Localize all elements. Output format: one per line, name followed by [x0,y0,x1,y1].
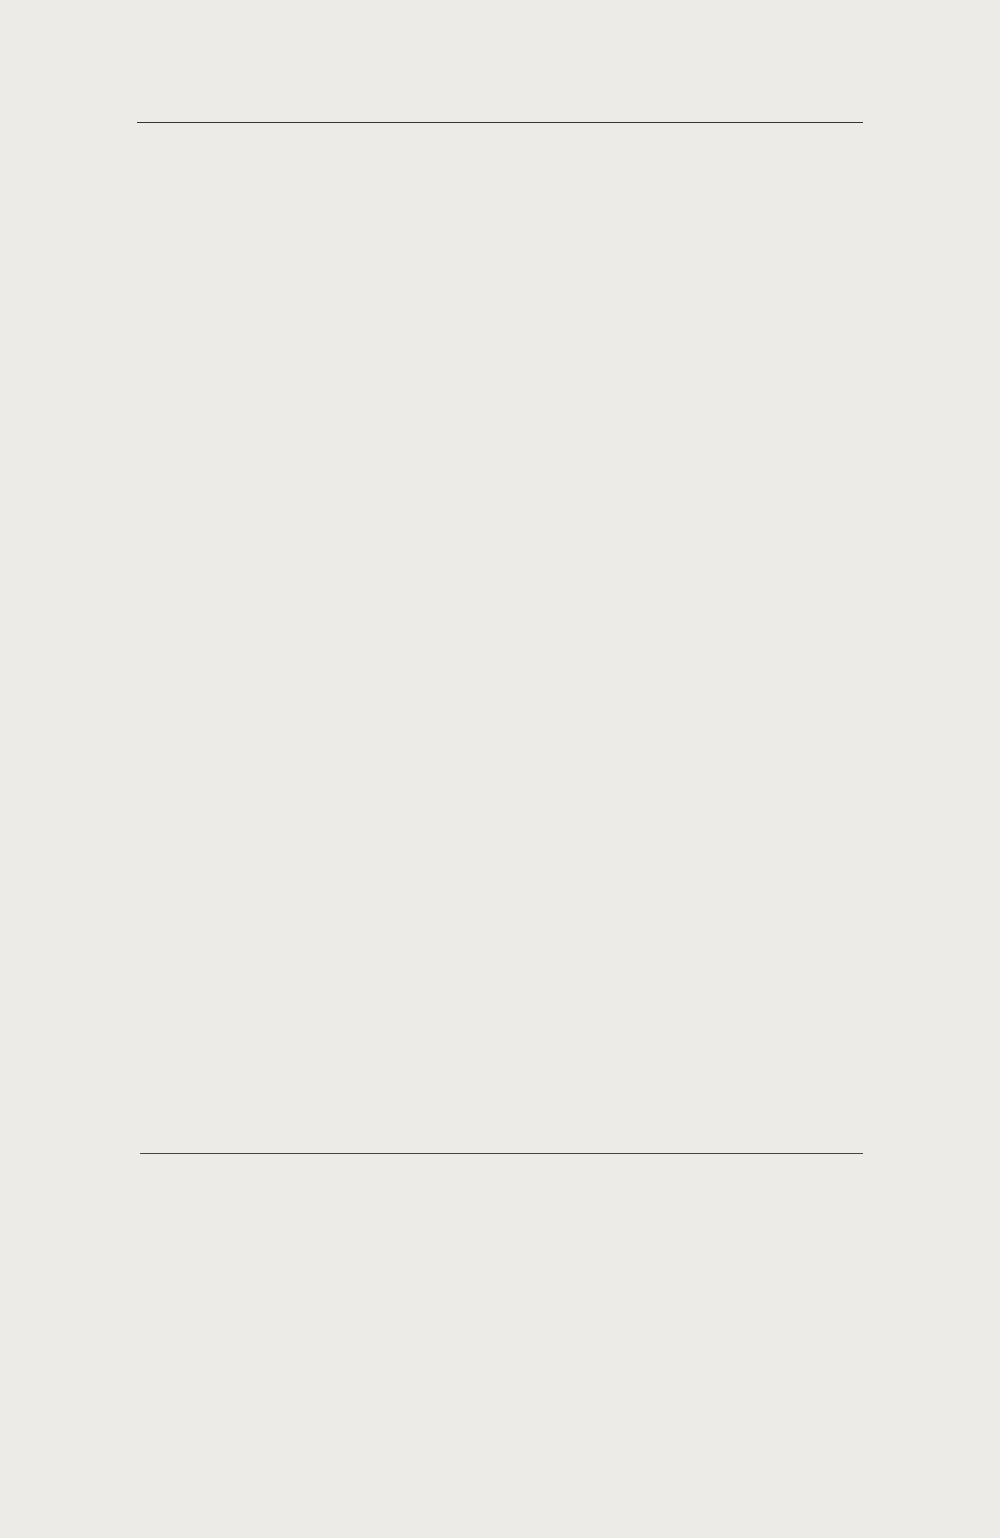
paragraph [137,852,863,882]
footnote-rule [140,1153,863,1154]
header-rule [137,122,863,123]
paragraph [137,882,863,912]
main-text-bottom [137,852,863,913]
page-header [137,88,863,124]
